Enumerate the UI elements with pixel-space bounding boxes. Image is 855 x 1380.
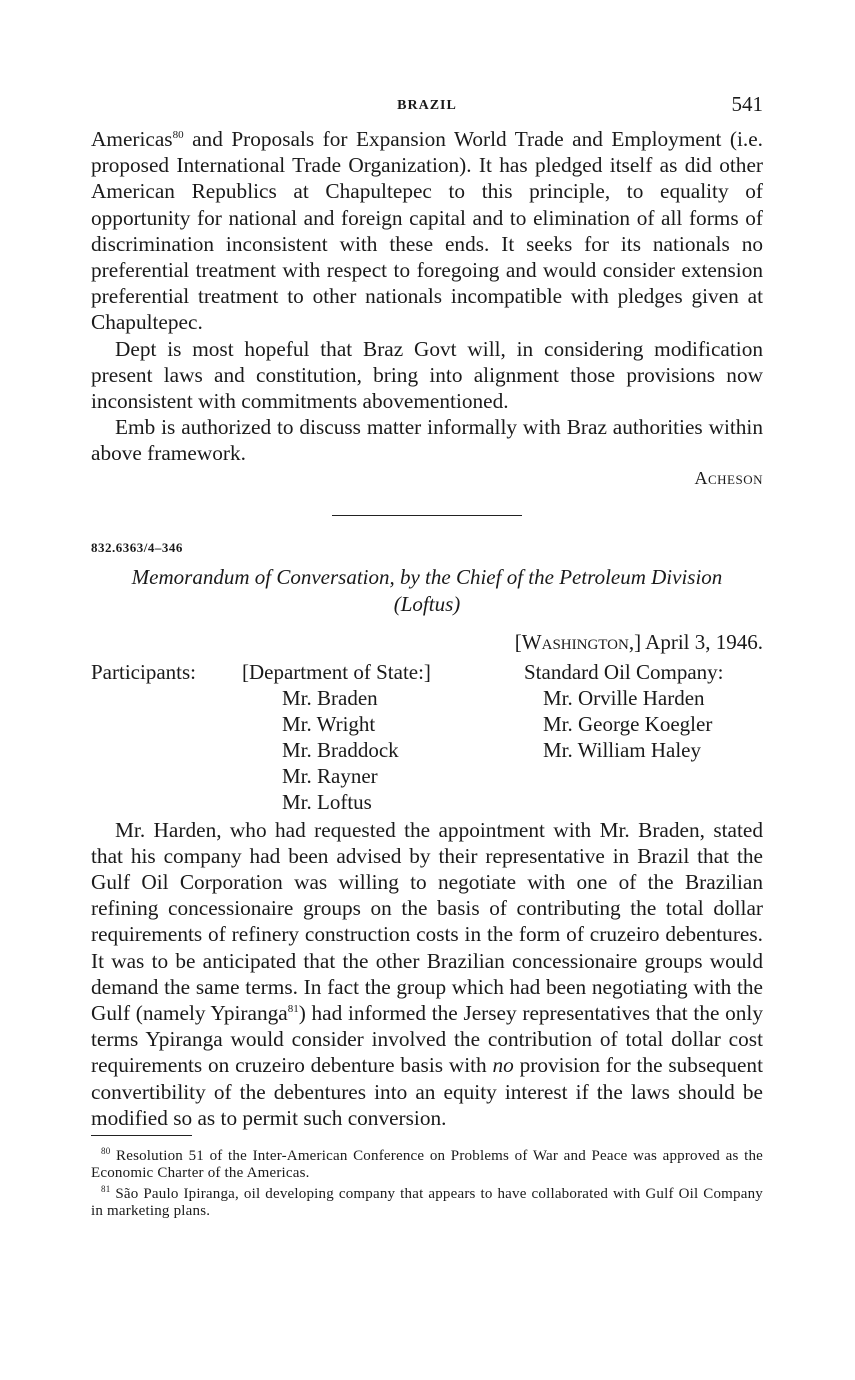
footnote-number: 81 [101, 1184, 111, 1195]
dateline [91, 630, 763, 655]
running-title: BRAZIL [397, 98, 457, 113]
participant-name: Mr. George Koegler [543, 711, 713, 736]
paragraph-emb: Emb is authorized to discuss matter informally with Braz authorities within above framework. [91, 415, 763, 466]
participants-group-state [242, 659, 431, 815]
document-page [91, 92, 763, 1219]
dateline-place: [Washington,] [514, 629, 642, 654]
paragraph-text: Mr. Harden, who had requested the appointment with Mr. Braden, stated that his company had been advised by their representative in Brazil that the Gulf Oil Corporation was willing to negotiate with one of the Brazilian refining concessionaire groups on the basis of contributing the total dollar requirements of refinery construction costs in the form of cruzeiro debentures. It was to be anticipated that the other Brazilian concessionaire groups would demand the same terms. In fact the group which had been negotiating with the Gulf (namely Ypiranga [91, 817, 763, 1026]
paragraph-dept: Dept is most hopeful that Braz Govt will, in considering modification present laws and constitution, bring into alignment those provisions now inconsistent with commitments abovementioned. [91, 336, 763, 414]
participant-name: Mr. William Haley [543, 737, 701, 762]
participant-name: Mr. Wright [282, 711, 376, 736]
paragraph-harden [91, 817, 763, 1131]
memo-title-line2: (Loftus) [393, 591, 461, 616]
footnote-text: São Paulo Ipiranga, oil developing company that appears to have collaborated with Gulf Oil Company in marketing plans. [91, 1186, 764, 1219]
dateline-date: April 3, 1946. [645, 629, 763, 654]
footnote-number: 80 [101, 1146, 111, 1157]
paragraph-text: Americas [91, 127, 173, 151]
participant-name: Mr. Loftus [282, 789, 372, 814]
section-divider [332, 515, 522, 516]
participant-name: Mr. Orville Harden [543, 685, 705, 710]
participant-name: Mr. Braddock [282, 737, 399, 762]
participants-block [91, 659, 763, 817]
paragraph-text: and Proposals for Expansion World Trade and Employment (i.e. proposed International Trade Organization). It has pledged itself as did other American Republics at Chapultepec to this principle, to equality of opportunity for national and foreign capital and to elimination of all forms of discrimination inconsistent with these ends. It seeks for its nationals no preferential treatment with respect to foregoing and would consider extension preferential treatment to other nationals incompatible with pledges given at Chapultepec. [91, 127, 763, 335]
file-number: 832.6363/4–346 [91, 539, 183, 555]
footnote-divider [91, 1135, 192, 1136]
group-heading: [Department of State:] [242, 659, 431, 684]
group-heading: Standard Oil Company: [524, 659, 724, 684]
footnote-ref-81[interactable]: 81 [287, 1002, 299, 1015]
footnote-text: Resolution 51 of the Inter-American Conference on Problems of War and Peace was approved as the Economic Charter of the Americas. [91, 1148, 764, 1181]
running-head [91, 92, 763, 126]
footnote-80 [91, 1143, 763, 1181]
paragraph-text: ) had informed the Jersey representatives that the only terms Ypiranga would consider involved the contribution of total dollar cost requirements on cruzeiro debenture basis with [91, 1001, 763, 1078]
participants-group-standard-oil [524, 659, 723, 763]
participant-name: Mr. Braden [282, 685, 378, 710]
emphasis-text: no [492, 1053, 514, 1078]
memo-title-line1: Memorandum of Conversation, by the Chief of the Petroleum Division [131, 564, 723, 589]
page-number: 541 [731, 92, 763, 116]
paragraph-text: provision for the subsequent convertibility of the debentures into an equity interest if the laws should be modified so as to permit such conversion. [91, 1053, 763, 1130]
participant-name: Mr. Rayner [282, 763, 378, 788]
footnote-ref-80[interactable]: 80 [172, 128, 184, 141]
paragraph-continued [91, 126, 763, 336]
memo-title [91, 564, 763, 618]
participants-label: Participants: [91, 659, 196, 684]
footnote-81 [91, 1181, 763, 1219]
signature: Acheson [694, 467, 763, 488]
